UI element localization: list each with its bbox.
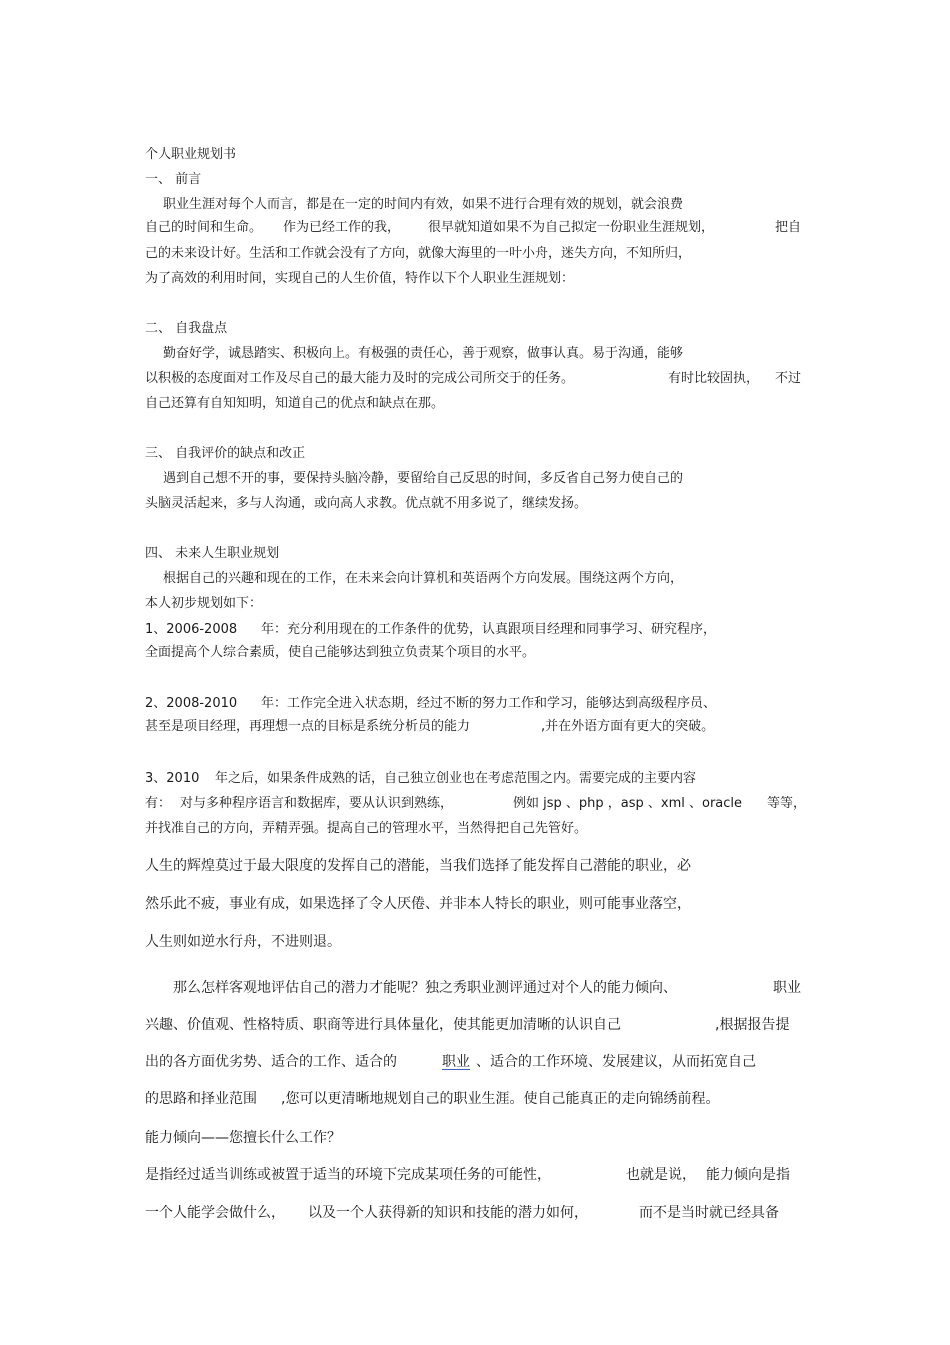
paragraph-line (145, 795, 805, 813)
text-segment: ,根据报告提 (715, 1017, 790, 1033)
section-heading-self-inventory: 二、 自我盘点 (145, 321, 228, 336)
paragraph-line: 为了高效的利用时间，实现自己的人生价值，特作以下个人职业生涯规划： (145, 271, 575, 286)
text-segment: 一个人能学会做什么， (145, 1205, 285, 1221)
text-segment: 自己的时间和生命。 (145, 220, 263, 235)
text-segment: 不过 (775, 371, 802, 386)
paragraph-line: 遇到自己想不开的事，要保持头脑冷静，要留给自己反思的时间，多反省自己努力使自己的 (163, 471, 684, 486)
text-segment: 、适合的工作环境、发展建议，从而拓宽自己 (476, 1054, 756, 1070)
text-segment: 以及一个人获得新的知识和技能的潜力如何， (308, 1205, 588, 1221)
text-segment: ,您可以更清晰地规划自己的职业生涯。使自己能真正的走向锦绣前程。 (281, 1091, 720, 1107)
paragraph-line (145, 219, 805, 237)
plan-item-1 (145, 621, 805, 639)
text-segment: 甚至是项目经理，再理想一点的目标是系统分析员的能力 (145, 719, 471, 734)
paragraph-line: 头脑灵活起来，多与人沟通，或向高人求教。优点就不用多说了，继续发扬。 (145, 496, 588, 511)
text-segment: 年：充分利用现在的工作条件的优势，认真跟项目经理和同事学习、研究程序， (261, 622, 717, 637)
paragraph-line: 职业生涯对每个人而言，都是在一定的时间内有效，如果不进行合理有效的规划，就会浪费 (163, 197, 684, 212)
text-segment: 的思路和择业范围 (145, 1091, 257, 1107)
paragraph-line (145, 718, 805, 736)
paragraph-line (145, 1015, 805, 1035)
subheading-aptitude: 能力倾向——您擅长什么工作？ (145, 1130, 341, 1146)
paragraph-line (145, 1165, 805, 1185)
plan-item-2 (145, 695, 805, 713)
career-link[interactable]: 职业 (442, 1054, 470, 1070)
text-segment: 对与多种程序语言和数据库，要从认识到熟练， (180, 796, 454, 811)
paragraph-line: 根据自己的兴趣和现在的工作，在未来会向计算机和英语两个方向发展。围绕这两个方向， (163, 571, 684, 586)
text-segment: ,并在外语方面有更大的突破。 (541, 719, 715, 734)
text-segment: 而不是当时就已经具备 (639, 1205, 779, 1221)
document-title: 个人职业规划书 (145, 147, 237, 162)
paragraph-line: 自己还算有自知知明，知道自己的优点和缺点在那。 (145, 396, 445, 411)
paragraph-line (145, 370, 805, 388)
paragraph-line: 并找准自己的方向，弄精弄强。提高自己的管理水平，当然得把自己先管好。 (145, 821, 588, 836)
text-segment: 以积极的态度面对工作及尽自己的最大能力及时的完成公司所交于的任务。 (145, 371, 575, 386)
paragraph-line: 人生的辉煌莫过于最大限度的发挥自己的潜能，当我们选择了能发挥自己潜能的职业，必 (145, 858, 691, 874)
text-segment: 有： (145, 796, 172, 811)
plan-item-label: 1、2006-2008 (145, 622, 238, 637)
text-segment: 那么怎样客观地评估自己的潜力才能呢？独之秀职业测评通过对个人的能力倾向、 (173, 980, 677, 996)
paragraph-line: 勤奋好学，诚恳踏实、积极向上。有极强的责任心，善于观察，做事认真。易于沟通，能够 (163, 346, 684, 361)
text-segment: 出的各方面优劣势、适合的工作、适合的 (145, 1054, 397, 1070)
paragraph-line: 然乐此不疲，事业有成，如果选择了令人厌倦、并非本人特长的职业，则可能事业落空， (145, 896, 691, 912)
section-heading-preface: 一、 前言 (145, 172, 202, 187)
plan-item-label: 2、2008-2010 (145, 696, 238, 711)
text-segment: 职业 (773, 980, 801, 996)
text-segment: 作为已经工作的我， (283, 220, 401, 235)
text-segment: 年：工作完全进入状态期，经过不断的努力工作和学习，能够达到高级程序员、 (261, 696, 717, 711)
text-segment: 能力倾向是指 (706, 1167, 790, 1183)
section-heading-self-evaluation: 三、 自我评价的缺点和改正 (145, 446, 306, 461)
paragraph-line: 己的未来设计好。生活和工作就会没有了方向，就像大海里的一叶小舟，迷失方向，不知所归， (145, 246, 692, 261)
paragraph-line: 全面提高个人综合素质，使自己能够达到独立负责某个项目的水平。 (145, 645, 536, 660)
paragraph-line: 人生则如逆水行舟，不进则退。 (145, 934, 341, 950)
paragraph-line (145, 978, 805, 998)
text-segment: 例如 jsp 、php ，asp 、xml 、oracle (513, 796, 743, 811)
text-segment: 把自 (775, 220, 802, 235)
paragraph-line (145, 1089, 805, 1109)
paragraph-line (145, 1203, 805, 1223)
plan-item-3 (145, 770, 805, 788)
text-segment: 也就是说， (626, 1167, 696, 1183)
text-segment: 等等， (767, 796, 807, 811)
text-segment: 兴趣、价值观、性格特质、职商等进行具体量化，使其能更加清晰的认识自己 (145, 1017, 621, 1033)
section-heading-career-plan: 四、 未来人生职业规划 (145, 546, 280, 561)
paragraph-line: 本人初步规划如下： (145, 596, 263, 611)
paragraph-line (145, 1052, 805, 1072)
text-segment: 年之后，如果条件成熟的话，自己独立创业也在考虑范围之内。需要完成的主要内容 (215, 771, 697, 786)
plan-item-label: 3、2010 (145, 771, 200, 786)
text-segment: 是指经过适当训练或被置于适当的环境下完成某项任务的可能性， (145, 1167, 551, 1183)
text-segment: 很早就知道如果不为自己拟定一份职业生涯规划， (428, 220, 715, 235)
text-segment: 有时比较固执， (668, 371, 760, 386)
